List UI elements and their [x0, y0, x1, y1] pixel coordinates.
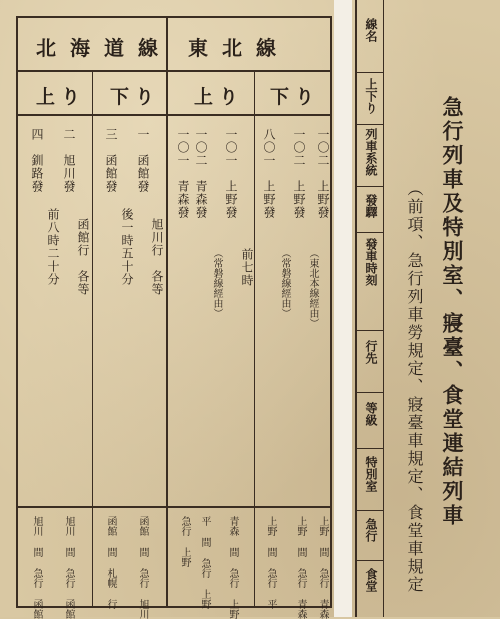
consist: 上野 間 急行 青森	[317, 516, 328, 619]
rule	[357, 448, 383, 449]
depart-station: 上野發	[316, 180, 330, 219]
rule	[357, 510, 383, 511]
rule	[357, 186, 383, 187]
rule	[18, 114, 330, 116]
train-entry	[224, 128, 237, 458]
train-number: 一	[136, 128, 150, 141]
depart-station: 上野發	[262, 180, 276, 219]
rule	[18, 70, 330, 72]
train-entry	[292, 128, 305, 458]
train-entry	[194, 128, 207, 458]
consist: 函館 間 札幌 行	[105, 516, 116, 609]
divider	[254, 72, 255, 606]
train-number: 一〇一	[224, 128, 238, 167]
section-title-tohoku: 東北線	[188, 36, 290, 60]
train-entry	[136, 128, 149, 458]
consist: 上野 間 急行 平	[265, 516, 276, 609]
depart-station: 青森發	[194, 180, 208, 219]
divider	[92, 72, 93, 606]
section-divider	[166, 18, 168, 606]
train-time	[240, 248, 253, 448]
rule	[357, 124, 383, 125]
header-depart: 發驛	[364, 194, 378, 218]
depart-station: 上野發	[224, 180, 238, 219]
train-dest	[76, 218, 89, 458]
consist: 青森 間 急行 上野	[227, 516, 238, 619]
header-class: 等級	[364, 402, 378, 426]
depart-station: 函館發	[104, 154, 118, 193]
direction-label: 下り	[270, 86, 321, 108]
train-number: 一〇一	[176, 128, 190, 167]
header-up-down: 上下り	[364, 78, 378, 114]
index-area	[355, 0, 500, 617]
train-entry	[30, 128, 43, 458]
train-entry	[176, 128, 189, 458]
consist: 上野 間 急行 青森	[295, 516, 306, 619]
route-note: （常磐線經由）	[211, 248, 222, 318]
train-number: 二	[62, 128, 76, 141]
depart-station: 釧路發	[30, 154, 44, 193]
train-dest	[150, 218, 163, 458]
train-time	[120, 208, 133, 468]
consist: 旭川 間 急行 函館	[31, 516, 42, 619]
class: 各等	[76, 270, 90, 296]
train-entry	[262, 128, 275, 458]
route-note: （常磐線經由）	[279, 248, 290, 318]
train-entry	[316, 128, 329, 458]
column-gutter	[334, 0, 352, 617]
consist: 急行 上野	[179, 516, 190, 567]
train-number: 一〇二	[292, 128, 306, 167]
destination: 函館行	[76, 218, 90, 257]
index-border	[383, 0, 384, 617]
header-dining: 食堂	[364, 568, 378, 592]
header-express: 急行	[364, 518, 378, 542]
depart-time: 前八時二十分	[46, 208, 60, 286]
header-category: 列車系統	[364, 128, 378, 176]
header-line-name: 線名	[364, 18, 378, 42]
train-number: 四	[30, 128, 44, 141]
timetable	[16, 16, 332, 619]
index-border	[355, 0, 357, 617]
route-note: （東北本線經由）	[307, 248, 318, 328]
train-entry	[62, 128, 75, 458]
direction-label: 下り	[110, 86, 161, 108]
header-destination: 行先	[364, 340, 378, 364]
header-depart-time: 發車時刻	[364, 238, 378, 286]
depart-time: 前七時	[240, 248, 254, 287]
direction-label: 上り	[36, 86, 87, 108]
train-number: 一〇二	[194, 128, 208, 167]
class: 各等	[150, 270, 164, 296]
train-number: 一〇二	[316, 128, 330, 167]
rule	[357, 560, 383, 561]
rule	[357, 392, 383, 393]
train-number: 三	[104, 128, 118, 141]
depart-station: 旭川發	[62, 154, 76, 193]
article-subtitle: （前項、急行列車勞規定、寢臺車規定、食堂車規定	[405, 180, 424, 594]
rule	[357, 232, 383, 233]
rule	[357, 72, 383, 73]
train-time	[46, 208, 59, 468]
article-title: 急行列車及特別室、寢臺、食堂連結列車	[440, 96, 465, 528]
header-special-room: 特別室	[364, 456, 378, 492]
depart-station: 青森發	[176, 180, 190, 219]
consist: 函館 間 急行 旭川	[137, 516, 148, 619]
rule	[18, 506, 330, 508]
destination: 旭川行	[150, 218, 164, 257]
direction-label: 上り	[194, 86, 245, 108]
train-entry	[104, 128, 117, 458]
depart-station: 上野發	[292, 180, 306, 219]
section-title-hokkaido: 北海道線	[36, 36, 172, 60]
consist: 旭川 間 急行 函館	[63, 516, 74, 619]
consist: 平 間 急行 上野	[199, 516, 210, 609]
depart-time: 後一時五十分	[120, 208, 134, 286]
train-number: 八〇一	[262, 128, 276, 167]
rule	[357, 330, 383, 331]
depart-station: 函館發	[136, 154, 150, 193]
